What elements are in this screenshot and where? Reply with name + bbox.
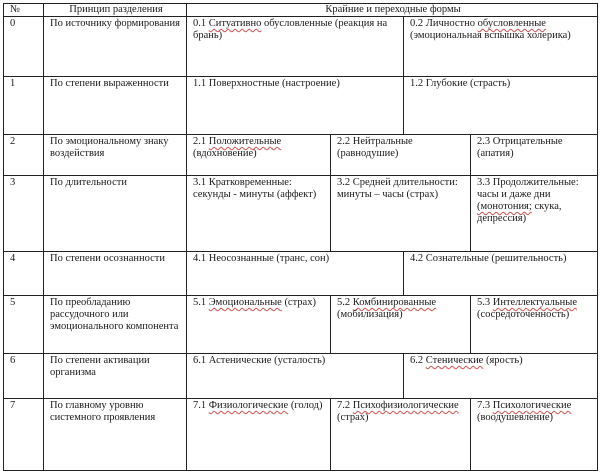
header-forms: Крайние и переходные формы	[187, 4, 598, 17]
row-form-2: 3.2 Средней длительности: минуты – часы (страх)	[331, 176, 471, 252]
spellcheck-word: (монотония;	[477, 201, 532, 212]
spellcheck-word: Комбинированные	[352, 297, 437, 308]
row-form-2: 4.2 Сознательные (решительность)	[404, 252, 598, 296]
row-form-1: 4.1 Неосознанные (транс, сон)	[187, 252, 404, 296]
row-form-1: 3.1 Кратковременные: секунды - минуты (аффект)	[187, 176, 331, 252]
row-principle: По длительности	[44, 176, 187, 252]
row-number: 4	[4, 252, 44, 296]
table-row	[4, 354, 598, 399]
row-principle: По эмоциональному знаку воздействия	[44, 135, 187, 176]
row-form-3: 5.3 Интеллектуальные (сосредоточенность)	[471, 296, 598, 354]
row-principle: По источнику формирования	[44, 17, 187, 77]
row-number: 2	[4, 135, 44, 176]
row-number: 1	[4, 77, 44, 135]
row-principle: По главному уровню системного проявления	[44, 399, 187, 471]
table-row	[4, 77, 598, 135]
classification-table	[3, 3, 598, 471]
spellcheck-word: Физиологические	[208, 400, 289, 411]
row-number: 5	[4, 296, 44, 354]
spellcheck-word: Эмоциональные	[208, 297, 282, 308]
row-principle: По степени осознанности	[44, 252, 187, 296]
row-form-1: 1.1 Поверхностные (настроение)	[187, 77, 404, 135]
row-form-3: 2.3 Отрицательные (апатия)	[471, 135, 598, 176]
row-number: 0	[4, 17, 44, 77]
row-number: 7	[4, 399, 44, 471]
spellcheck-word: обусловленные	[477, 18, 546, 29]
row-principle: По степени активации организма	[44, 354, 187, 399]
table-header-row	[4, 4, 598, 17]
spellcheck-word: Психологические	[492, 400, 572, 411]
table-row	[4, 296, 598, 354]
table-row	[4, 176, 598, 252]
row-form-2: 0.2 Личностно обусловленные (эмоциональная вспышка холерика)	[404, 17, 598, 77]
spellcheck-word: Психофизиологические	[352, 400, 459, 411]
table-row	[4, 252, 598, 296]
row-principle: По степени выраженности	[44, 77, 187, 135]
row-form-3: 3.3 Продолжительные: часы и даже дни (монотония; скука, депрессия)	[471, 176, 598, 252]
row-form-1: 7.1 Физиологические (голод)	[187, 399, 331, 471]
table-row	[4, 399, 598, 471]
header-number: №	[4, 4, 44, 17]
row-form-2: 5.2 Комбинированные (мобилизация)	[331, 296, 471, 354]
row-form-1: 2.1 Положительные (вдохновение)	[187, 135, 331, 176]
row-form-2: 2.2 Нейтральные (равнодушие)	[331, 135, 471, 176]
row-number: 6	[4, 354, 44, 399]
row-form-2: 7.2 Психофизиологические (страх)	[331, 399, 471, 471]
row-form-1: 0.1 Ситуативно обусловленные (реакция на брань)	[187, 17, 404, 77]
row-form-2: 6.2 Стенические (ярость)	[404, 354, 598, 399]
row-principle: По преобладанию рассудочного или эмоционального компонента	[44, 296, 187, 354]
spellcheck-word: Стенические	[425, 355, 484, 366]
header-principle: Принцип разделения	[44, 4, 187, 17]
table-row	[4, 135, 598, 176]
table-row	[4, 17, 598, 77]
spellcheck-word: Ситуативно	[208, 18, 262, 29]
spellcheck-word: Интеллектуальные	[492, 297, 577, 308]
spellcheck-word: Положительные	[208, 136, 282, 147]
row-number: 3	[4, 176, 44, 252]
row-form-1: 6.1 Астенические (усталость)	[187, 354, 404, 399]
row-form-2: 1.2 Глубокие (страсть)	[404, 77, 598, 135]
row-form-1: 5.1 Эмоциональные (страх)	[187, 296, 331, 354]
row-form-3: 7.3 Психологические (воодушевление)	[471, 399, 598, 471]
